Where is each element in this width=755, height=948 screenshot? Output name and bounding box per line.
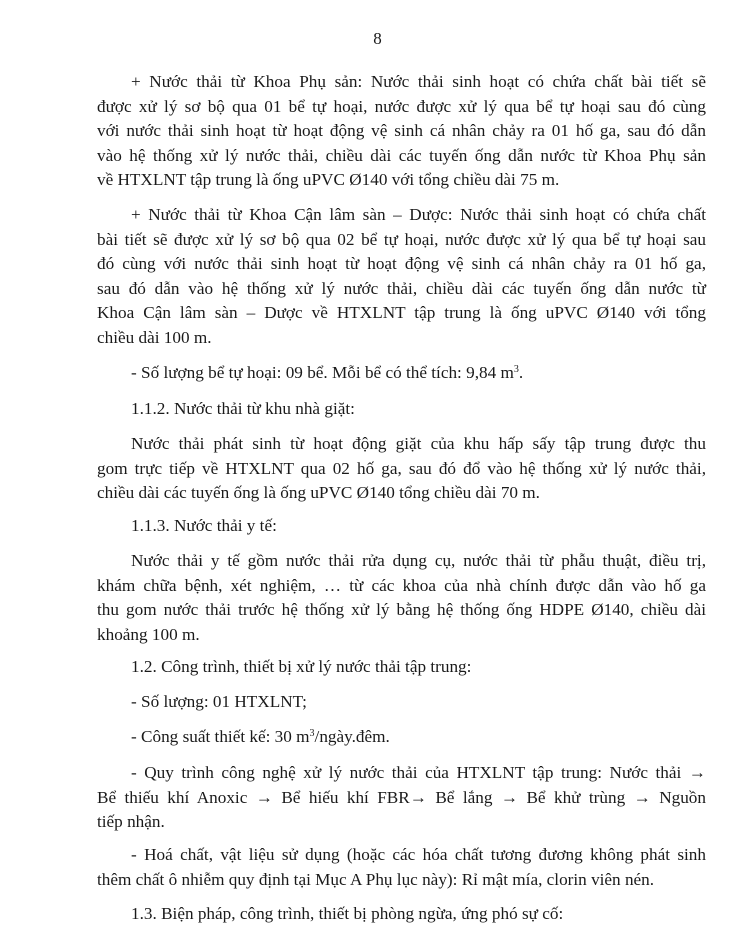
text-line: + Nước thải từ Khoa Cận lâm sàn – Dược: Nước thải sinh hoạt có chứa chất bbox=[131, 205, 706, 224]
system-count bbox=[131, 690, 307, 715]
paragraph-chemicals bbox=[97, 843, 706, 892]
text-line: + Nước thải từ Khoa Phụ sản: Nước thải sinh hoạt có chứa chất bài tiết sẽ bbox=[131, 72, 706, 91]
text-line: Nước thải phát sinh từ hoạt động giặt của khu hấp sấy tập trung được thu bbox=[131, 434, 706, 453]
text-line: khám chữa bệnh, xét nghiệm, … từ các khoa của nhà chính được dẫn vào hố ga bbox=[97, 575, 706, 595]
text-line: - Hoá chất, vật liệu sử dụng (hoặc các hóa chất tương đương không phát sinh bbox=[131, 845, 706, 864]
paragraph-medical-wastewater bbox=[97, 549, 706, 647]
superscript: 3 bbox=[513, 364, 519, 375]
paragraph-maternity-wastewater bbox=[97, 70, 706, 193]
text-line: thu gom nước thải trước hệ thống xử lý bằng hệ thống ống HDPE Ø140, chiều dài bbox=[97, 600, 706, 620]
paragraph-laundry-wastewater bbox=[97, 432, 706, 506]
text-line: Nước thải y tế gồm nước thải rửa dụng cụ, nước thải từ phẫu thuật, điều trị, bbox=[131, 551, 706, 570]
heading-treatment-system bbox=[131, 655, 471, 680]
text-line: về HTXLNT tập trung là ống uPVC Ø140 với tổng chiều dài 75 m. bbox=[97, 170, 560, 190]
paragraph-lab-pharmacy-wastewater bbox=[97, 203, 706, 351]
heading-laundry-wastewater bbox=[131, 397, 355, 422]
text-line: đó cùng với nước thải sinh hoạt từ hoạt động vệ sinh cá nhân chảy ra 01 hố ga, bbox=[97, 254, 706, 274]
text-line: - Công suất thiết kế: 30 m bbox=[131, 727, 310, 746]
text-line: khoảng 100 m. bbox=[97, 624, 200, 644]
text-line: vào hệ thống xử lý nước thải, chiều dài các tuyến ống dẫn nước từ Khoa Phụ sản bbox=[97, 145, 706, 165]
text-line: 1.3. Biện pháp, công trình, thiết bị phòng ngừa, ứng phó sự cố: bbox=[131, 904, 564, 923]
text-line: 1.1.3. Nước thải y tế: bbox=[131, 516, 277, 535]
paragraph-treatment-process bbox=[97, 761, 706, 835]
text-line: gom trực tiếp về HTXLNT qua 02 hố ga, sau đó đổ vào hệ thống xử lý nước thải, bbox=[97, 458, 706, 478]
design-capacity bbox=[131, 725, 390, 750]
text-tail: /ngày.đêm. bbox=[314, 727, 390, 746]
text-line: 1.2. Công trình, thiết bị xử lý nước thải tập trung: bbox=[131, 657, 472, 676]
text-line: - Quy trình công nghệ xử lý nước thải của HTXLNT tập trung: Nước thải → bbox=[131, 763, 706, 782]
text-line: Khoa Cận lâm sàn – Dược về HTXLNT tập trung là ống uPVC Ø140 với tổng bbox=[97, 303, 706, 323]
text-line: Bể thiếu khí Anoxic → Bể hiếu khí FBR→ Bể lắng → Bể khử trùng → Nguồn bbox=[97, 787, 706, 807]
heading-medical-wastewater bbox=[131, 514, 277, 539]
text-line: chiều dài các tuyến ống là ống uPVC Ø140 tổng chiều dài 70 m. bbox=[97, 483, 540, 503]
superscript: 3 bbox=[309, 728, 315, 739]
page-number: 8 bbox=[373, 29, 382, 48]
text-line: bài tiết sẽ được xử lý sơ bộ qua 02 bể tự hoại, nước được xử lý qua bể tự hoại sau bbox=[97, 229, 706, 249]
text-line: - Số lượng: 01 HTXLNT; bbox=[131, 692, 307, 711]
text-line: 1.1.2. Nước thải từ khu nhà giặt: bbox=[131, 399, 355, 418]
text-tail: . bbox=[518, 363, 524, 382]
text-line: thêm chất ô nhiễm quy định tại Mục A Phụ lục này): Rỉ mật mía, clorin viên nén. bbox=[97, 869, 655, 889]
text-line: với nước thải sinh hoạt từ hoạt động vệ sinh cá nhân chảy ra 01 hố ga, sau đó dẫn bbox=[97, 121, 706, 141]
heading-incident-prevention bbox=[131, 902, 563, 927]
text-line: - Số lượng bể tự hoại: 09 bể. Mỗi bể có thể tích: 9,84 m bbox=[131, 363, 514, 382]
text-line: chiều dài 100 m. bbox=[97, 327, 212, 347]
text-line: tiếp nhận. bbox=[97, 812, 165, 832]
text-line: sau đó dẫn vào hệ thống xử lý nước thải, chiều dài các tuyến ống dẫn nước từ bbox=[97, 278, 706, 298]
text-line: được xử lý sơ bộ qua 01 bể tự hoại, nước được xử lý qua bể tự hoại sau đó cùng bbox=[97, 96, 706, 116]
septic-tank-count bbox=[131, 361, 523, 386]
